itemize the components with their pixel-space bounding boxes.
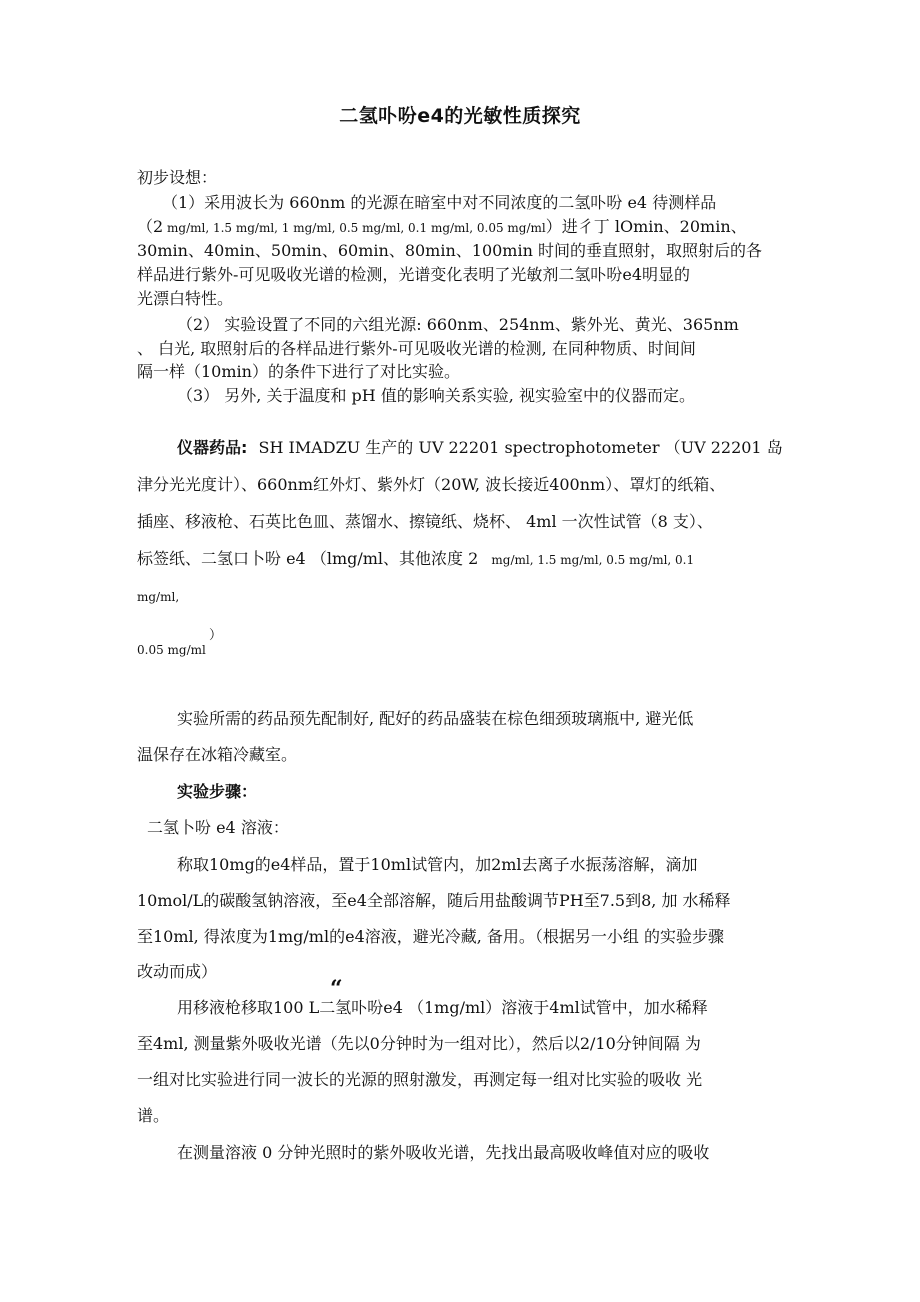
steps-a-line3: 至10ml, 得浓度为1mg/ml的e4溶液，避光冷藏, 备用。（根据另一小组 的实验步骤 <box>137 927 725 946</box>
instruments-line5: mg/ml, <box>137 590 180 604</box>
instruments-line1-text: SH IMADZU 生产的 UV 22201 spectrophotometer （UV 22201 岛 <box>258 438 783 457</box>
steps-heading: 实验步骤： <box>177 782 258 801</box>
prelim-p1-line2-rest: ）进彳丁 lOmin、20min、 <box>545 217 747 236</box>
storage-line1: 实验所需的药品预先配制好, 配好的药品盛装在棕色细颈玻璃瓶中, 避光低 <box>177 709 694 728</box>
steps-subheading: 二氢卜吩 e4 溶液： <box>147 818 289 837</box>
steps-b-line3: 一组对比实验进行同一波长的光源的照射激发，再测定每一组对比实验的吸收 光 <box>137 1070 703 1089</box>
instruments-line3: 插座、移液枪、石英比色皿、蒸馏水、擦镜纸、烧杯、 4ml 一次性试管（8 支）、 <box>137 512 713 531</box>
prelim-p2-line1: （2） 实验设置了不同的六组光源: 660nm、254nm、紫外光、黄光、365nm <box>177 315 739 334</box>
steps-b-line2: 至4ml, 测量紫外吸收光谱（先以0分钟时为一组对比），然后以2/10分钟间隔 为 <box>137 1034 701 1053</box>
instruments-closing-paren: ） <box>209 628 223 643</box>
prelim-p1-concentrations: mg/ml, 1.5 mg/ml, 1 mg/ml, 0.5 mg/ml, 0.1 mg/ml, 0.05 mg/ml <box>163 221 546 235</box>
steps-b-line4: 谱。 <box>137 1106 170 1125</box>
prelim-p1-line5: 光漂白特性。 <box>137 289 234 308</box>
prelim-p2-line3: 隔一样（10min）的条件下进行了对比实验。 <box>137 362 460 381</box>
prelim-p1-line3: 30min、40min、50min、60min、80min、100min 时间的垂直照射，取照射后的各 <box>137 241 762 260</box>
prelim-p2-line2: 、 白光, 取照射后的各样品进行紫外-可见吸收光谱的检测, 在同种物质、时间间 <box>137 339 696 358</box>
steps-a-line4: 改动而成） <box>137 962 218 981</box>
instruments-line4-concentrations: mg/ml, 1.5 mg/ml, 0.5 mg/ml, 0.1 <box>491 553 695 567</box>
storage-line2: 温保存在冰箱冷藏室。 <box>137 745 298 764</box>
prelim-p1-line4: 样品进行紫外-可见吸收光谱的检测，光谱变化表明了光敏剂二氢卟吩e4明显的 <box>137 265 691 284</box>
quote-mark: “ <box>330 976 343 1002</box>
instruments-label: 仪器药品: <box>177 438 248 457</box>
document-title: 二氢卟吩e4的光敏性质探究 <box>339 105 581 127</box>
steps-a-line1: 称取10mg的e4样品，置于10ml试管内，加2ml去离子水振荡溶解，滴加 <box>177 855 698 874</box>
steps-c-line1: 在测量溶液 0 分钟光照时的紫外吸收光谱，先找出最高吸收峰值对应的吸收 <box>177 1143 710 1162</box>
steps-a-line2: 10mol/L的碳酸氢钠溶液，至e4全部溶解，随后用盐酸调节PH至7.5到8, 加 水稀释 <box>137 891 731 910</box>
prelim-p1-line1: （1）采用波长为 660nm 的光源在暗室中对不同浓度的二氢卟吩 e4 待测样品 <box>162 193 717 212</box>
instruments-line4 <box>137 549 694 570</box>
instruments-line6: 0.05 mg/ml <box>137 643 206 657</box>
prelim-p1-line2-open: （2 <box>137 217 164 236</box>
instruments-line4-main: 标签纸、二氢口卜吩 e4 （lmg/ml、其他浓度 2 <box>137 549 479 568</box>
instruments-line2: 津分光光度计）、660nm红外灯、紫外灯（20W, 波长接近400nm）、罩灯的纸箱、 <box>137 475 726 494</box>
prelim-p3-line1: （3） 另外, 关于温度和 pH 值的影响关系实验, 视实验室中的仪器而定。 <box>177 386 695 405</box>
prelim-heading: 初步设想： <box>137 168 218 187</box>
steps-b-line1: 用移液枪移取100 L二氢卟吩e4 （1mg/ml）溶液于4ml试管中，加水稀释 <box>177 998 708 1017</box>
instruments-line1 <box>177 438 783 458</box>
prelim-p1-line2 <box>137 217 747 238</box>
